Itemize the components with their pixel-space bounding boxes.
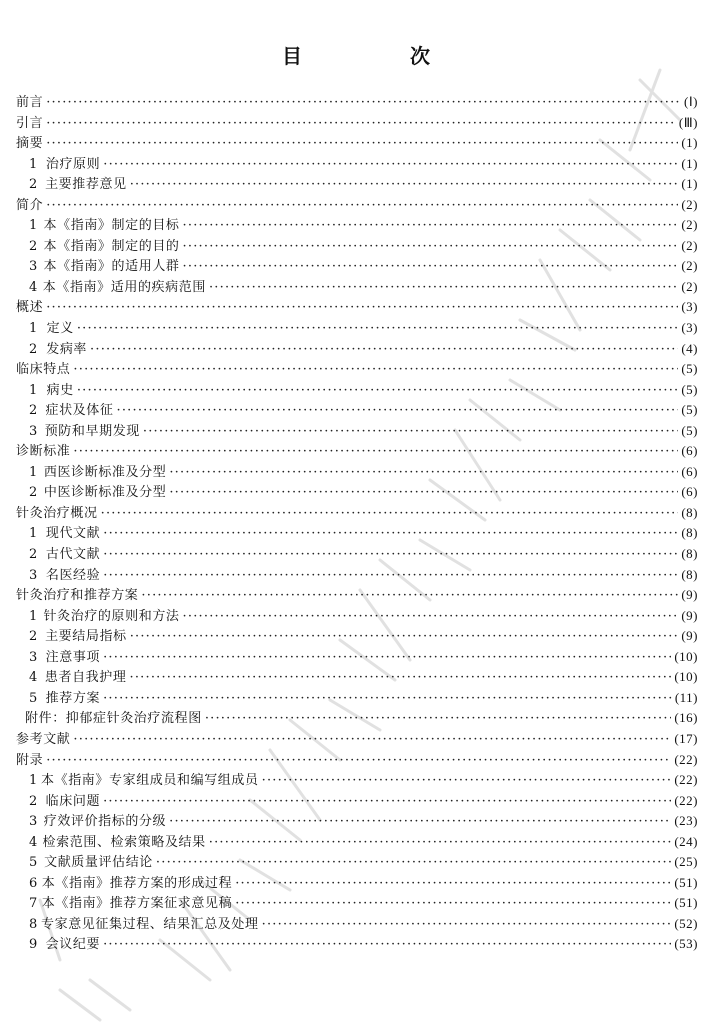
toc-entry-number: 3	[29, 567, 38, 583]
toc-entry-label: 发病率	[46, 341, 88, 357]
toc-leader-dots	[205, 709, 672, 730]
toc-entry-label: 主要推荐意见	[45, 177, 127, 193]
toc-entry-number: 1	[29, 608, 38, 624]
toc-entry-page: (2)	[681, 237, 698, 253]
toc-leader-dots	[103, 689, 672, 710]
page-title: 目 次	[282, 44, 474, 68]
toc-entry-number: 4	[29, 834, 38, 850]
toc-leader-dots	[130, 175, 679, 196]
toc-entry-label: 临床问题	[45, 793, 101, 809]
toc-leader-dots	[77, 381, 679, 402]
toc-entry-page: (22)	[674, 751, 698, 767]
toc-entry-page: (4)	[681, 340, 698, 356]
toc-entry-number: 2	[29, 793, 38, 809]
toc-entry-number: 1	[29, 156, 38, 172]
toc-entry[interactable]	[16, 277, 698, 298]
toc-leader-dots	[103, 155, 678, 176]
toc-entry-label: 预防和早期发现	[44, 423, 140, 439]
toc-entry[interactable]	[16, 215, 698, 236]
toc-entry[interactable]	[16, 708, 698, 729]
toc-leader-dots	[46, 298, 678, 319]
toc-entry[interactable]	[16, 421, 698, 442]
toc-entry-label: 本《指南》适用的疾病范围	[42, 279, 206, 295]
toc-entry-label: 古代文献	[45, 547, 101, 563]
toc-entry-number: 1	[29, 464, 38, 480]
toc-entry-page: (6)	[681, 443, 698, 459]
toc-entry-label: 症状及体征	[45, 403, 114, 419]
toc-leader-dots	[169, 812, 671, 833]
toc-entry[interactable]	[16, 256, 698, 277]
toc-entry-number: 9	[29, 937, 38, 953]
toc-entry-label: 现代文献	[45, 526, 101, 542]
toc-entry-label: 引言	[16, 115, 44, 131]
toc-entry[interactable]	[16, 174, 698, 195]
toc-entry-page: (9)	[681, 607, 698, 623]
toc-entry-page: (11)	[674, 689, 698, 705]
toc-entry-number: 1	[29, 321, 38, 337]
toc-entry-label: 针灸治疗和推荐方案	[16, 588, 139, 604]
toc-leader-dots	[46, 114, 676, 135]
toc-entry-label: 专家意见征集过程、结果汇总及处理	[41, 916, 259, 932]
toc-entry-label: 附录	[16, 752, 44, 768]
toc-entry-label: 本《指南》的适用人群	[43, 259, 180, 275]
toc-entry-number: 2	[29, 547, 38, 563]
toc-leader-dots	[116, 401, 678, 422]
toc-entry-page: (10)	[674, 648, 698, 664]
toc-entry-number: 1	[29, 526, 38, 542]
toc-entry-page: (1)	[681, 135, 698, 151]
toc-entry-label: 西医诊断标准及分型	[43, 464, 167, 480]
toc-leader-dots	[262, 771, 672, 792]
toc-entry-label: 本《指南》推荐方案征求意见稿	[41, 896, 233, 912]
toc-leader-dots	[129, 668, 671, 689]
table-of-contents	[16, 92, 698, 955]
toc-entry[interactable]	[16, 359, 698, 380]
toc-leader-dots	[46, 196, 678, 217]
toc-entry-page: (51)	[674, 874, 698, 890]
toc-entry-label: 本《指南》制定的目的	[43, 238, 180, 254]
toc-leader-dots	[101, 504, 679, 525]
toc-entry-page: (17)	[674, 730, 698, 746]
toc-entry[interactable]	[16, 852, 698, 873]
toc-entry-page: (6)	[681, 484, 698, 500]
toc-entry-page: (53)	[674, 936, 698, 952]
toc-entry-page: (16)	[674, 710, 698, 726]
toc-entry[interactable]	[16, 565, 698, 586]
toc-entry[interactable]	[16, 482, 698, 503]
toc-entry-page: (22)	[674, 792, 698, 808]
toc-entry-number: 2	[29, 629, 38, 645]
toc-entry[interactable]	[16, 113, 698, 134]
toc-entry-page: (23)	[674, 813, 698, 829]
toc-leader-dots	[103, 935, 671, 956]
toc-entry[interactable]	[16, 647, 698, 668]
toc-entry-number: 5	[29, 855, 38, 871]
toc-entry[interactable]	[16, 585, 698, 606]
toc-entry-number: 3	[29, 649, 38, 665]
toc-leader-dots	[235, 894, 671, 915]
toc-entry[interactable]	[16, 729, 698, 750]
toc-leader-dots	[77, 319, 679, 340]
toc-entry-page: (6)	[681, 463, 698, 479]
toc-leader-dots	[103, 524, 678, 545]
toc-leader-dots	[169, 463, 678, 484]
toc-entry-label: 中医诊断标准及分型	[43, 485, 167, 501]
toc-entry-page: (8)	[681, 566, 698, 582]
toc-entry[interactable]	[16, 339, 698, 360]
toc-entry[interactable]	[16, 523, 698, 544]
toc-entry-page: (9)	[681, 587, 698, 603]
toc-leader-dots	[235, 874, 671, 895]
toc-entry-label: 推荐方案	[45, 690, 101, 706]
toc-entry[interactable]	[16, 750, 698, 771]
toc-entry-page: (3)	[681, 320, 698, 336]
toc-entry-page: (8)	[681, 504, 698, 520]
toc-entry-label: 文献质量评估结论	[44, 855, 153, 871]
toc-entry-number: 1	[29, 382, 38, 398]
toc-entry[interactable]	[16, 441, 698, 462]
toc-entry-number: 4	[29, 279, 38, 295]
toc-leader-dots	[183, 216, 679, 237]
toc-entry-page: (2)	[681, 217, 698, 233]
toc-leader-dots	[73, 730, 671, 751]
toc-entry[interactable]	[16, 934, 698, 955]
toc-entry-number: 1	[29, 773, 38, 789]
toc-entry-label: 附件：抑郁症针灸治疗流程图	[25, 711, 202, 727]
toc-entry-label: 前言	[16, 95, 44, 110]
toc-leader-dots	[209, 278, 678, 299]
toc-entry-label: 主要结局指标	[45, 629, 127, 645]
toc-entry-page: (25)	[674, 854, 698, 870]
toc-leader-dots	[183, 257, 679, 278]
toc-entry[interactable]	[16, 770, 698, 791]
toc-entry[interactable]	[16, 832, 698, 853]
toc-leader-dots	[141, 586, 678, 607]
toc-entry-number: 2	[29, 403, 38, 419]
toc-entry-label: 摘要	[16, 136, 44, 152]
toc-entry[interactable]	[16, 606, 698, 627]
toc-entry-number: 1	[29, 218, 38, 234]
toc-leader-dots	[103, 648, 671, 669]
toc-entry[interactable]	[16, 297, 698, 318]
toc-entry[interactable]	[16, 667, 698, 688]
toc-entry[interactable]	[16, 688, 698, 709]
toc-entry-page: (2)	[681, 258, 698, 274]
toc-entry-page: (8)	[681, 546, 698, 562]
toc-entry[interactable]	[16, 503, 698, 524]
toc-entry[interactable]	[16, 791, 698, 812]
toc-entry-page: (5)	[681, 381, 698, 397]
toc-entry-label: 本《指南》推荐方案的形成过程	[41, 875, 233, 891]
toc-entry-page: (9)	[681, 628, 698, 644]
toc-entry-number: 7	[29, 896, 38, 912]
toc-entry-page: (2)	[681, 278, 698, 294]
toc-entry-page: (1)	[681, 176, 698, 192]
toc-leader-dots	[73, 360, 678, 381]
toc-entry-page: (2)	[681, 196, 698, 212]
toc-entry-label: 治疗原则	[45, 156, 101, 172]
toc-entry-page: (1)	[681, 155, 698, 171]
toc-leader-dots	[103, 566, 678, 587]
toc-entry-label: 针灸治疗概况	[16, 505, 98, 521]
toc-entry[interactable]	[16, 893, 698, 914]
toc-leader-dots	[262, 915, 672, 936]
toc-entry-page: (3)	[681, 299, 698, 315]
toc-entry-number: 2	[29, 485, 38, 501]
toc-entry-number: 2	[29, 341, 38, 357]
toc-entry-number: 3	[29, 259, 38, 275]
toc-leader-dots	[103, 792, 671, 813]
toc-entry[interactable]	[16, 92, 698, 113]
toc-entry-label: 注意事项	[45, 649, 101, 665]
toc-leader-dots	[73, 442, 678, 463]
toc-leader-dots	[143, 422, 678, 443]
toc-leader-dots	[46, 751, 671, 772]
toc-entry-label: 检索范围、检索策略及结果	[42, 834, 206, 850]
toc-entry[interactable]	[16, 811, 698, 832]
toc-entry-page: (10)	[674, 669, 698, 685]
toc-leader-dots	[156, 853, 671, 874]
toc-entry[interactable]	[16, 400, 698, 421]
toc-leader-dots	[103, 545, 678, 566]
toc-entry-number: 2	[29, 238, 38, 254]
toc-entry-label: 定义	[46, 321, 74, 337]
toc-entry-number: 2	[29, 177, 38, 193]
toc-entry[interactable]	[16, 318, 698, 339]
toc-entry-label: 本《指南》专家组成员和编写组成员	[41, 773, 259, 789]
toc-entry-number: 3	[29, 423, 38, 439]
toc-entry[interactable]	[16, 462, 698, 483]
toc-entry-page: (52)	[674, 915, 698, 931]
toc-entry-number: 3	[29, 814, 38, 830]
toc-entry-label: 名医经验	[45, 567, 101, 583]
toc-entry-number: 8	[29, 916, 38, 932]
toc-leader-dots	[46, 134, 678, 155]
toc-entry-number: 6	[29, 875, 38, 891]
toc-entry[interactable]	[16, 154, 698, 175]
toc-leader-dots	[209, 833, 672, 854]
toc-entry[interactable]	[16, 236, 698, 257]
toc-entry-label: 会议纪要	[45, 937, 101, 953]
toc-entry[interactable]	[16, 133, 698, 154]
toc-entry-label: 临床特点	[16, 362, 71, 378]
toc-entry-page: (5)	[681, 361, 698, 377]
toc-entry[interactable]	[16, 195, 698, 216]
toc-leader-dots	[169, 483, 678, 504]
toc-entry-page: (Ⅰ)	[684, 94, 698, 109]
toc-entry[interactable]	[16, 914, 698, 935]
toc-entry-number: 5	[29, 690, 38, 706]
toc-leader-dots	[90, 340, 678, 361]
toc-entry-label: 针灸治疗的原则和方法	[43, 608, 180, 624]
toc-leader-dots	[183, 237, 679, 258]
toc-entry-page: (Ⅲ)	[678, 114, 698, 130]
toc-entry-label: 简介	[16, 197, 44, 213]
toc-entry-page: (51)	[674, 895, 698, 911]
toc-entry[interactable]	[16, 626, 698, 647]
toc-entry-label: 参考文献	[16, 731, 71, 747]
toc-entry-page: (24)	[674, 833, 698, 849]
toc-entry-page: (5)	[681, 422, 698, 438]
toc-leader-dots	[46, 93, 681, 114]
toc-entry-label: 诊断标准	[16, 444, 71, 460]
toc-entry-page: (5)	[681, 402, 698, 418]
toc-entry-label: 概述	[16, 300, 44, 316]
toc-entry-page: (8)	[681, 525, 698, 541]
toc-entry[interactable]	[16, 873, 698, 894]
toc-entry-page: (22)	[674, 772, 698, 788]
toc-leader-dots	[130, 627, 679, 648]
toc-entry-number: 4	[29, 670, 38, 686]
toc-entry-label: 病史	[46, 382, 74, 398]
toc-leader-dots	[183, 607, 679, 628]
toc-entry[interactable]	[16, 544, 698, 565]
toc-entry-label: 疗效评价指标的分级	[43, 814, 167, 830]
toc-entry[interactable]	[16, 380, 698, 401]
toc-entry-label: 本《指南》制定的目标	[43, 218, 180, 234]
toc-entry-label: 患者自我护理	[44, 670, 127, 686]
